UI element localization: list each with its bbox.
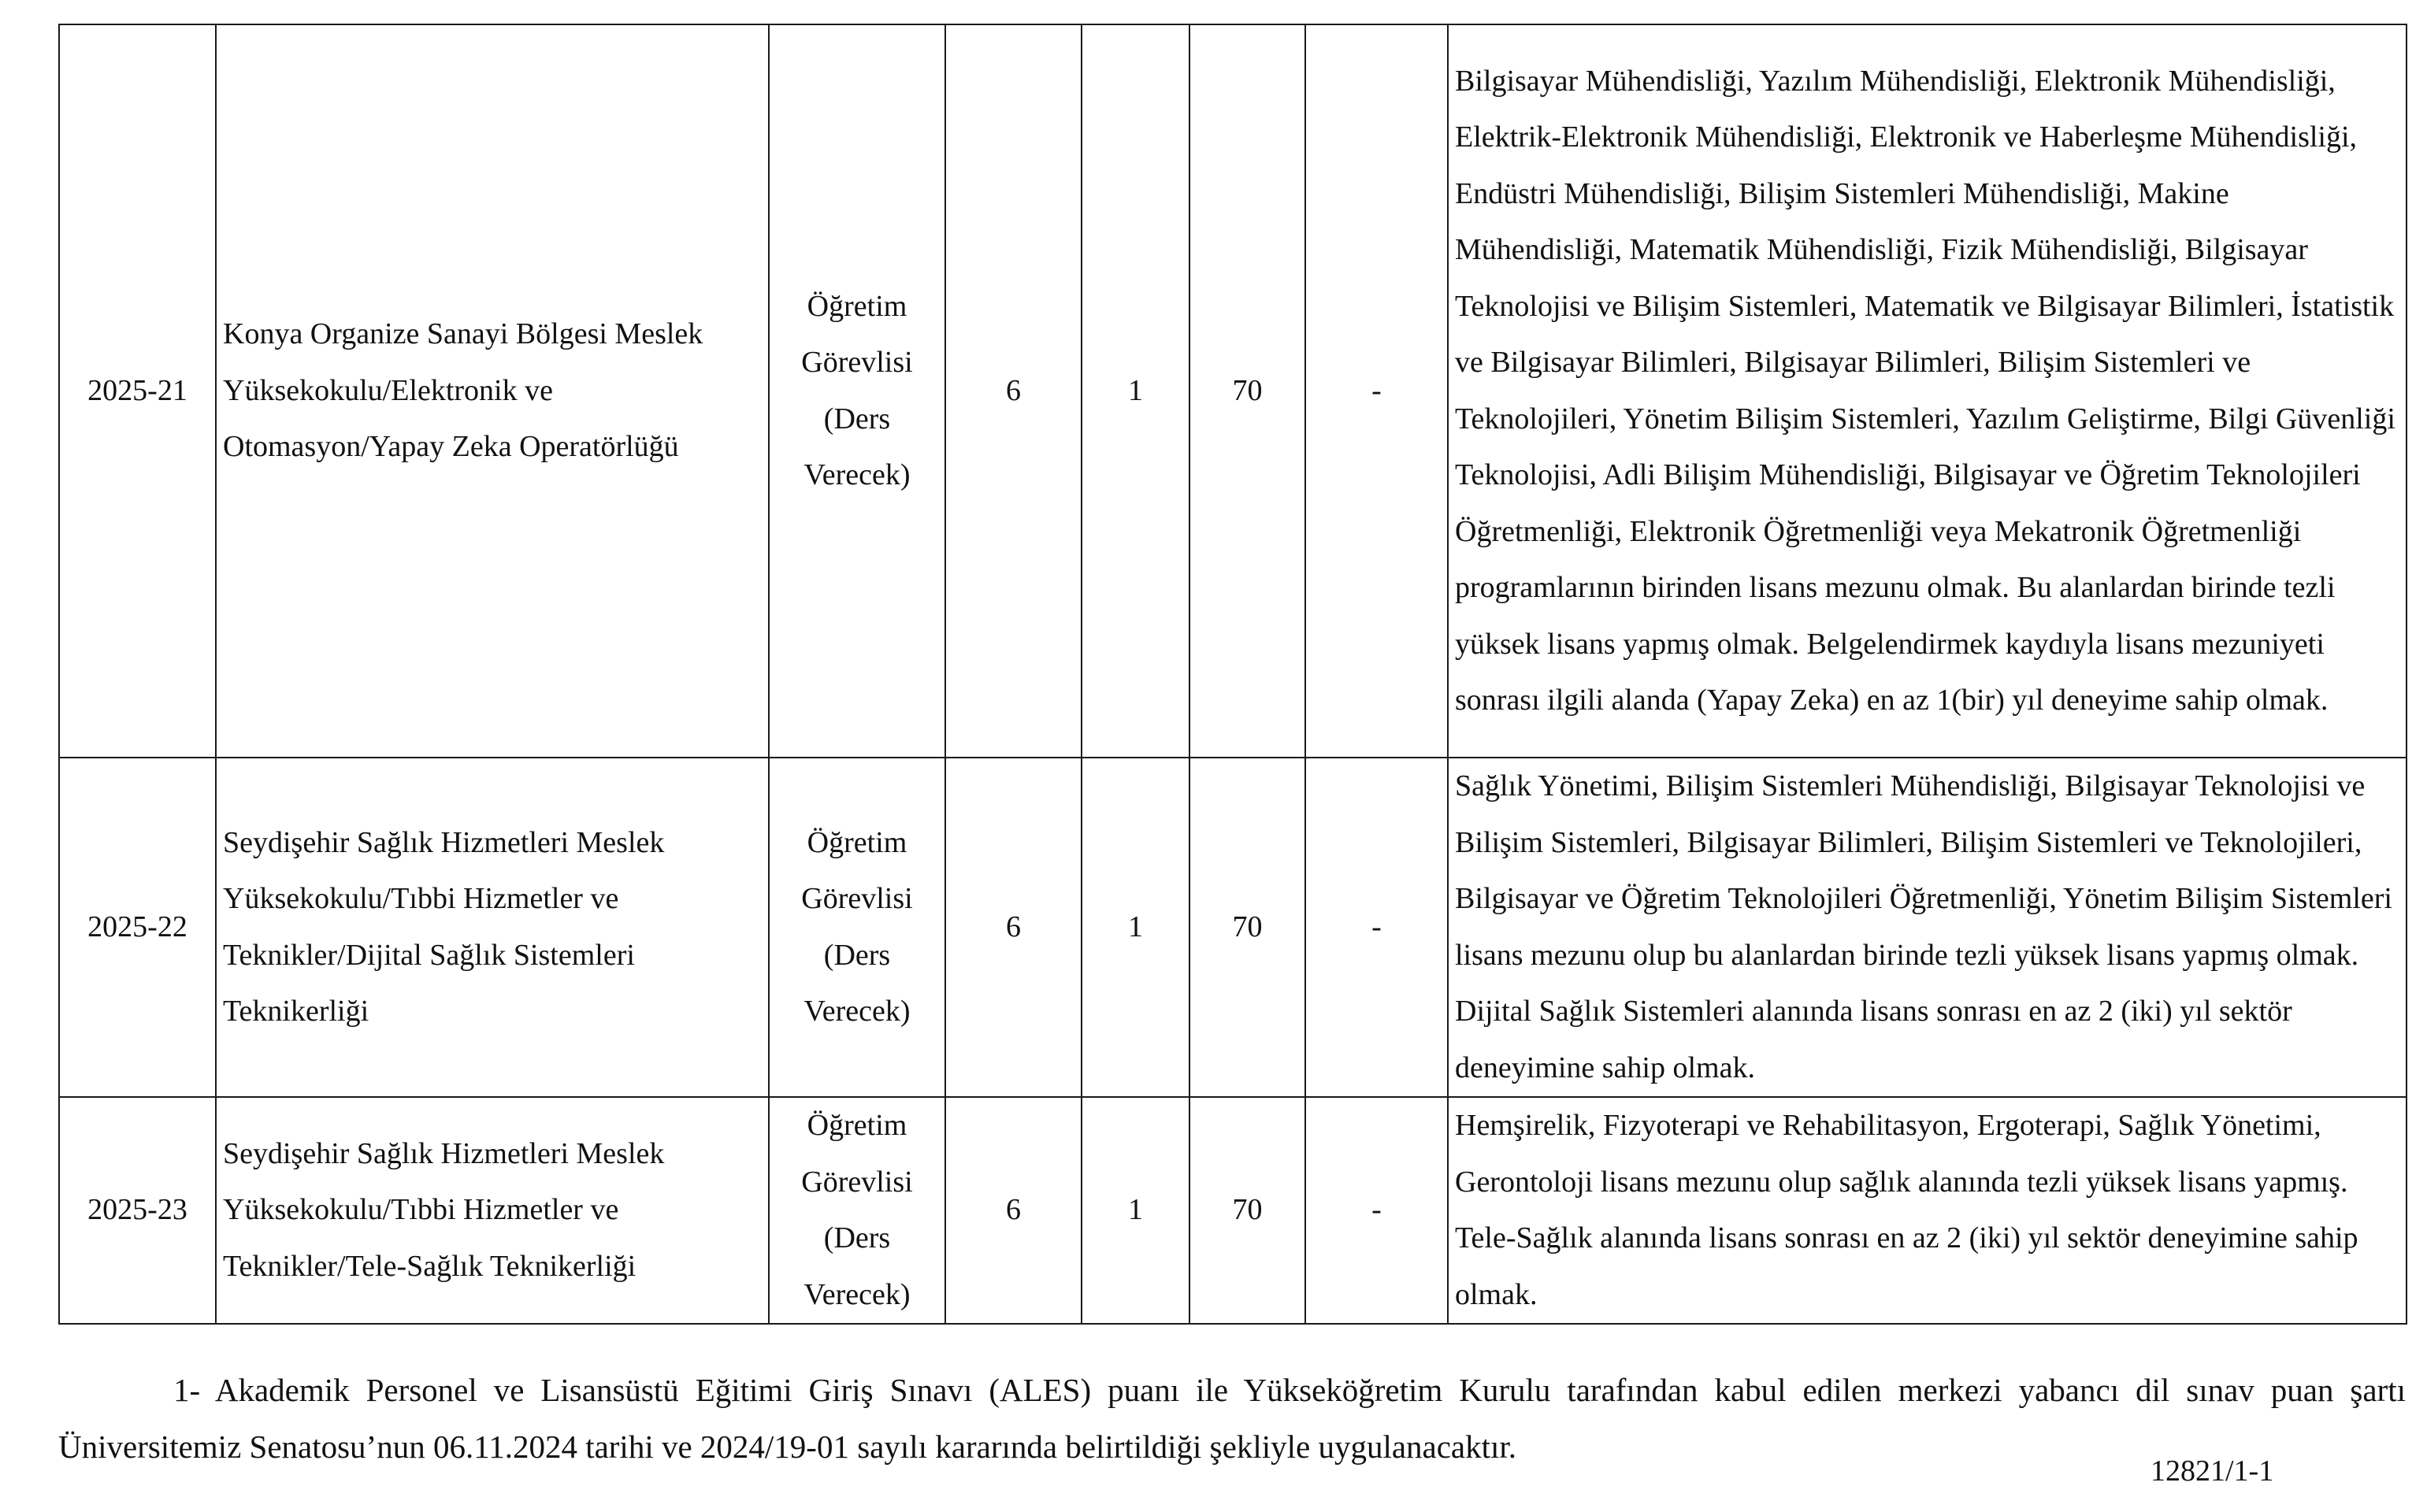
requirements-text: Sağlık Yönetimi, Bilişim Sistemleri Mühendisliği, Bilgisayar Teknolojisi ve Bilişim Sistemleri, Bilgisayar Bilimleri, Bilişim Sistemleri ve Teknolojileri, Bilgisayar ve Öğretim Teknolojileri Öğretmenliği, Yönetim Bilişim Sistemleri lisans mezunu olup bu alanlardan birinde tezli yüksek lisans yapmış olmak. Dijital Sağlık Sistemleri alanında lisans sonrası en az 2 (iki) yıl sektör deneyimine sahip olmak. <box>1455 769 2392 1084</box>
position-code: 2025-23 <box>59 1097 216 1324</box>
position-code: 2025-22 <box>59 758 216 1097</box>
position-count: 1 <box>1082 758 1189 1097</box>
requirements-text: Hemşirelik, Fizyoterapi ve Rehabilitasyon, Ergoterapi, Sağlık Yönetimi, Gerontoloji lisans mezunu olup sağlık alanında tezli yüksek lisans yapmış. Tele-Sağlık alanında lisans sonrası en az 2 (iki) yıl sektör deneyimine sahip olmak. <box>1455 1109 2358 1311</box>
document-number: 12821/1-1 <box>2151 1455 2274 1488</box>
position-title: Öğretim Görevlisi (Ders Verecek) <box>769 24 945 758</box>
positions-table <box>58 24 2407 1325</box>
position-other-score: - <box>1305 24 1448 758</box>
position-ales-score: 70 <box>1189 1097 1305 1324</box>
table-row <box>59 758 2407 1097</box>
position-unit: Seydişehir Sağlık Hizmetleri Meslek Yüksekokulu/Tıbbi Hizmetler ve Teknikler/Tele-Sağlık Teknikerliği <box>216 1097 769 1324</box>
table-row <box>59 1097 2407 1324</box>
position-title: Öğretim Görevlisi (Ders Verecek) <box>769 758 945 1097</box>
position-requirements <box>1448 24 2407 758</box>
table-row <box>59 24 2407 758</box>
position-unit: Konya Organize Sanayi Bölgesi Meslek Yüksekokulu/Elektronik ve Otomasyon/Yapay Zeka Operatörlüğü <box>216 24 769 758</box>
position-degree: 6 <box>945 24 1082 758</box>
position-count: 1 <box>1082 1097 1189 1324</box>
position-degree: 6 <box>945 1097 1082 1324</box>
position-ales-score: 70 <box>1189 24 1305 758</box>
position-title: Öğretim Görevlisi (Ders Verecek) <box>769 1097 945 1324</box>
position-ales-score: 70 <box>1189 758 1305 1097</box>
requirements-text: Bilgisayar Mühendisliği, Yazılım Mühendisliği, Elektronik Mühendisliği, Elektrik-Elektronik Mühendisliği, Elektronik ve Haberleşme Mühendisliği, Endüstri Mühendisliği, Bilişim Sistemleri Mühendisliği, Makine Mühendisliği, Matematik Mühendisliği, Fizik Mühendisliği, Bilgisayar Teknolojisi ve Bilişim Sistemleri, Matematik ve Bilgisayar Bilimleri, İstatistik ve Bilgisayar Bilimleri, Bilgisayar Bilimleri, Bilişim Sistemleri ve Teknolojileri, Yönetim Bilişim Sistemleri, Yazılım Geliştirme, Bilgi Güvenliği Teknolojisi, Adli Bilişim Mühendisliği, Bilgisayar ve Öğretim Teknolojileri Öğretmenliği, Elektronik Öğretmenliği veya Mekatronik Öğretmenliği programlarının birinden lisans mezunu olmak. Bu alanlardan birinde tezli yüksek lisans yapmış olmak. Belgelendirmek kaydıyla lisans mezuniyeti sonrası ilgili alanda (Yapay Zeka) en az 1(bir) yıl deneyime sahip olmak. <box>1455 64 2395 717</box>
position-other-score: - <box>1305 758 1448 1097</box>
position-degree: 6 <box>945 758 1082 1097</box>
position-other-score: - <box>1305 1097 1448 1324</box>
position-requirements <box>1448 1097 2407 1324</box>
position-requirements <box>1448 758 2407 1097</box>
position-unit: Seydişehir Sağlık Hizmetleri Meslek Yüksekokulu/Tıbbi Hizmetler ve Teknikler/Dijital Sağlık Sistemleri Teknikerliği <box>216 758 769 1097</box>
position-count: 1 <box>1082 24 1189 758</box>
footnote-text: 1- Akademik Personel ve Lisansüstü Eğitimi Giriş Sınavı (ALES) puanı ile Yükseköğretim Kurulu tarafından kabul edilen merkezi yabancı dil sınav puan şartı Üniversitemiz Senatosu’nun 06.11.2024 tarihi ve 2024/19-01 sayılı kararında belirtildiği şekliyle uygulanacaktır. <box>58 1372 2406 1465</box>
position-code: 2025-21 <box>59 24 216 758</box>
